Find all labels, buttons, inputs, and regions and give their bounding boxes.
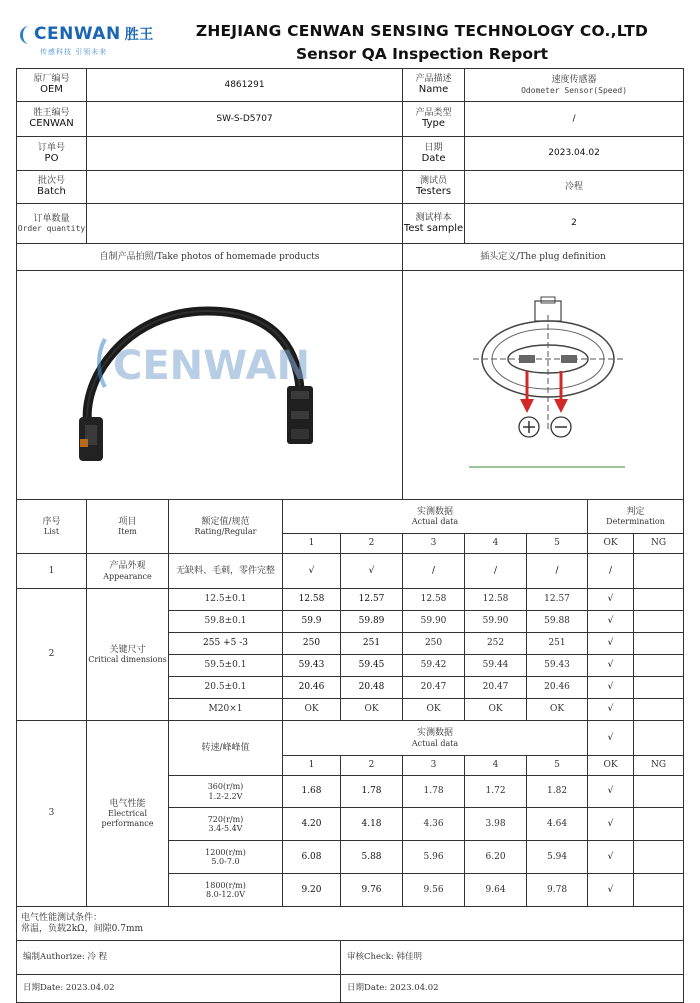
critical-row: 255 +5 -3 250 251 250 252 251 √ — [17, 633, 684, 655]
info-row-batch: 批次号 Batch 测试员 Testers 冷程 — [17, 171, 684, 204]
photo-caption-left: 自制产品拍照/Take photos of homemade products — [17, 244, 403, 271]
company-logo — [20, 22, 170, 62]
electrical-subheader-row: 1 2 3 4 5 OK NG — [17, 756, 684, 776]
photo-caption-row — [17, 244, 684, 271]
product-photo — [17, 271, 403, 500]
footnote-row — [17, 907, 684, 941]
electrical-row: 1800(r/m) 8.0-12.0V 9.20 9.76 9.56 9.64 9.78 √ — [17, 874, 684, 907]
report-title: Sensor QA Inspection Report — [295, 45, 549, 63]
check-date: 日期Date: 2023.04.02 — [341, 975, 684, 1003]
testers-value: 冷程 — [465, 171, 684, 204]
data-subheader-row: 1 2 3 4 5 OK NG — [17, 534, 684, 554]
plug-diagram — [403, 271, 684, 500]
info-row-oem: 原厂编号 OEM 4861291 产品描述 Name 速度传感器 Odometer Sensor(Speed) — [17, 69, 684, 102]
photo-watermark: CENWAN — [113, 343, 310, 389]
report-header — [0, 0, 700, 68]
critical-row: 2 关键尺寸 Critical dimensions 12.5±0.1 12.58 12.57 12.58 12.58 12.57 √ — [17, 589, 684, 611]
batch-value — [87, 171, 403, 204]
photo-row — [17, 271, 684, 500]
logo-brand-cn: 胜王 — [124, 27, 154, 43]
critical-row: 59.8±0.1 59.9 59.89 59.90 59.90 59.88 √ — [17, 611, 684, 633]
critical-row: M20×1 OK OK OK OK OK √ — [17, 699, 684, 721]
logo-brand: CENWAN — [34, 24, 121, 44]
sign-row — [17, 941, 684, 975]
info-row-qty: 订单数量 Order quantity 测试样本 Test sample 2 — [17, 204, 684, 244]
cenwan-value: SW-S-D5707 — [87, 102, 403, 137]
name-value-en: Odometer Sensor(Speed) — [521, 85, 628, 95]
sensor-cable-image — [17, 271, 403, 499]
info-row-cenwan: 胜王编号 CENWAN SW-S-D5707 产品类型 Type / — [17, 102, 684, 137]
check-sign: 审核Check: 韩佳明 — [341, 941, 684, 975]
critical-row: 59.5±0.1 59.43 59.45 59.42 59.44 59.43 √ — [17, 655, 684, 677]
type-value: / — [465, 102, 684, 137]
sign-date-row — [17, 975, 684, 1003]
data-header-row: 序号 List 项目 Item 额定值/规范 Rating/Regular 实测数据 Actual data 判定 Determination — [17, 500, 684, 534]
qty-value — [87, 204, 403, 244]
authorize-date: 日期Date: 2023.04.02 — [17, 975, 341, 1003]
authorize-sign: 编制Authorize: 冷 程 — [17, 941, 341, 975]
company-name: ZHEJIANG CENWAN SENSING TECHNOLOGY CO.,LTD — [195, 22, 649, 40]
electrical-row: 360(r/m) 1.2-2.2V 1.68 1.78 1.78 1.72 1.82 √ — [17, 776, 684, 808]
oem-value: 4861291 — [87, 69, 403, 102]
date-value: 2023.04.02 — [465, 137, 684, 171]
logo-slogan: 传感科技 引领未来 — [40, 48, 108, 56]
plug-definition-diagram — [403, 271, 684, 499]
electrical-row: 1200(r/m) 5.0-7.0 6.08 5.88 5.96 6.20 5.94 √ — [17, 841, 684, 874]
info-row-po: 订单号 PO 日期 Date 2023.04.02 — [17, 137, 684, 171]
photo-caption-right: 插头定义/The plug definition — [403, 244, 684, 271]
footnote-line1: 电气性能测试条件： — [21, 913, 103, 924]
footnote-line2: 常温，负载2kΩ，间隙0.7mm — [21, 923, 144, 934]
electrical-row: 720(r/m) 3.4-5.4V 4.20 4.18 4.36 3.98 4.64 √ — [17, 808, 684, 841]
inspection-table — [16, 68, 684, 1003]
appearance-row: 1 产品外观 Appearance 无缺料、毛刺，零件完整 √ √ / / / / — [17, 554, 684, 589]
critical-row: 20.5±0.1 20.46 20.48 20.47 20.47 20.46 √ — [17, 677, 684, 699]
name-value-cn: 速度传感器 — [551, 75, 597, 86]
sample-value: 2 — [465, 204, 684, 244]
electrical-header-row: 3 电气性能 Electrical performance 转速/峰峰值 实测数据 Actual data √ — [17, 721, 684, 756]
po-value — [87, 137, 403, 171]
